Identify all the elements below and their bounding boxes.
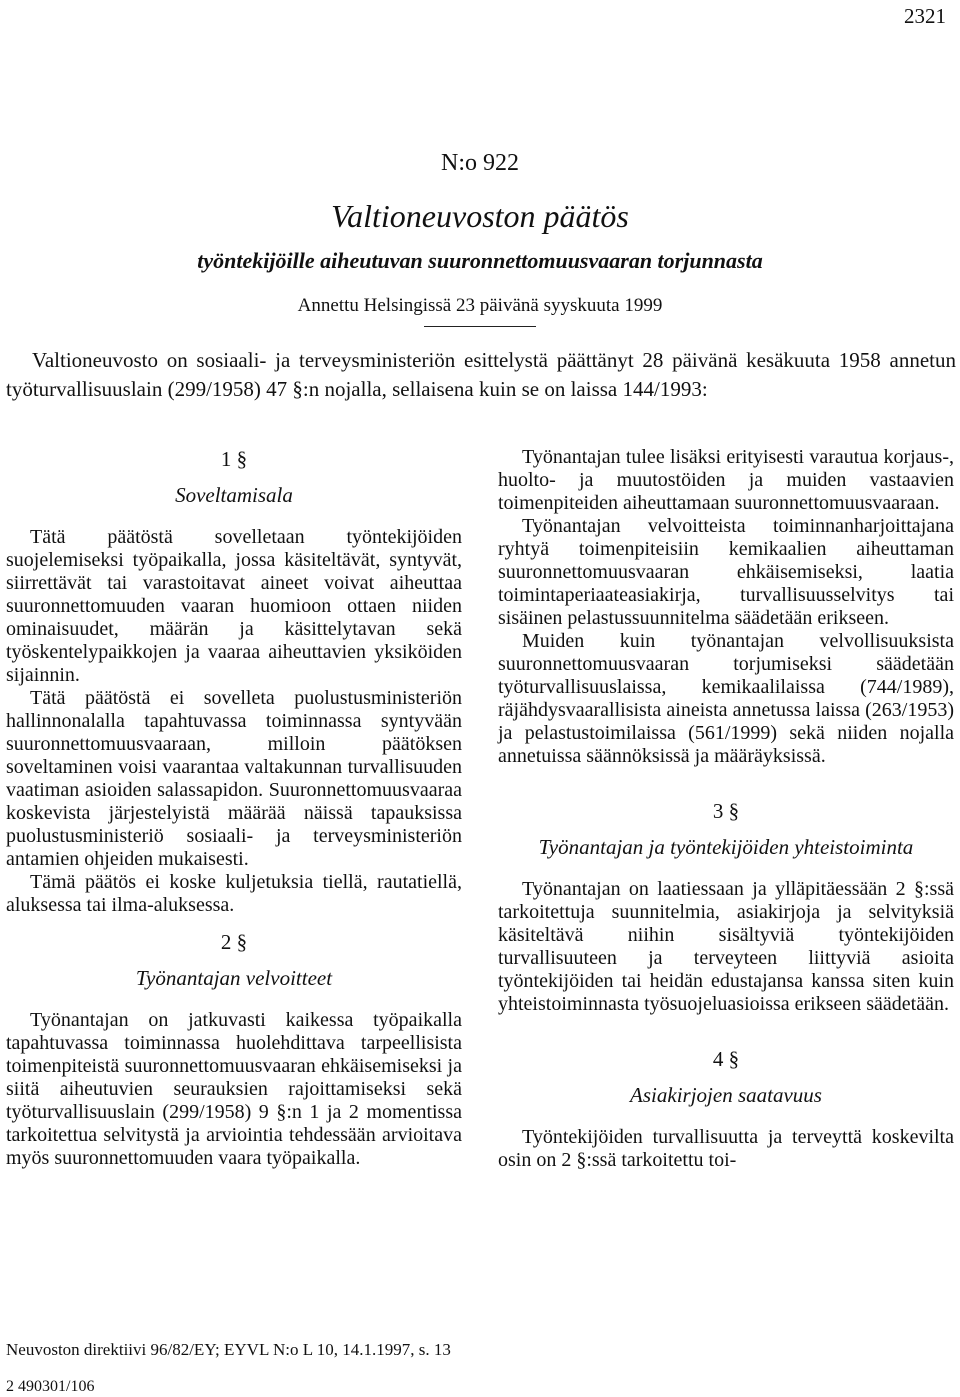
- section-2-title: Työnantajan velvoitteet: [135, 966, 333, 990]
- print-code: 2 490301/106: [6, 1378, 95, 1395]
- section-3-title: Työnantajan ja työntekijöiden yhteistoiminta: [538, 835, 914, 859]
- title-divider: [424, 326, 536, 327]
- section-2-paragraph-3: Työnantajan velvoitteista toiminnanharjoittajana ryhtyä toimenpiteisiin kemikaalien aiheuttaman suuronnettomuusvaaran ehkäisemiseksi, laatia toimintaperiaateasiakirja, turvallisuusselvitys tai sisäinen pelastussuunnitelma säädetään erikseen.: [498, 515, 954, 629]
- section-1-number: 1 §: [220, 447, 248, 471]
- issue-date: Annettu Helsingissä 23 päivänä syyskuuta 1999: [297, 295, 663, 316]
- section-1-paragraph-1: Tätä päätöstä sovelletaan työntekijöiden suojelemiseksi työpaikalla, jossa käsiteltävät, syntyvät, siirrettävät tai varastoitavat aineet voivat aiheuttaa suuronnettomuuden vaaran huomioon ottaen niiden ominaisuudet, määrän ja käsittelytavan sekä työskentelypaikkojen ja vaaraa aiheuttavien yksiköiden sijainnin.: [6, 526, 462, 686]
- section-3-number: 3 §: [712, 799, 740, 823]
- section-4-paragraph-1: Työntekijöiden turvallisuutta ja terveyttä koskevilta osin on 2 §:ssä tarkoitettu toi-: [498, 1126, 954, 1171]
- section-1-title: Soveltamisala: [175, 483, 293, 507]
- section-2-paragraph-2: Työnantajan tulee lisäksi erityisesti varautua korjaus-, huolto- ja muutostöiden ja muiden vastaavien toimenpiteiden aiheuttamaan suuronnettomuusvaaraan.: [498, 446, 954, 514]
- statute-number: N:o 922: [441, 150, 519, 176]
- document-subtitle: työntekijöille aiheutuvan suuronnettomuusvaaran torjunnasta: [197, 248, 763, 273]
- page-number: 2321: [904, 4, 946, 28]
- section-1-paragraph-3: Tämä päätös ei koske kuljetuksia tiellä, rautatiellä, aluksessa tai ilma-aluksessa.: [6, 871, 462, 916]
- section-1-paragraph-2: Tätä päätöstä ei sovelleta puolustusministeriön hallinnonalalla tapahtuvassa toiminnassa syntyvään suuronnettomuusvaaraan, milloin päätöksen soveltaminen voisi vaarantaa valtakunnan turvallisuuden vaatiman asioiden salassapidon. Suuronnettomuusvaaraa koskevista järjestelyistä määrää näissä tapauksissa puolustusministeriö sosiaali- ja terveysministeriön antamien ohjeiden mukaisesti.: [6, 687, 462, 870]
- preamble: Valtioneuvosto on sosiaali- ja terveysministeriön esittelystä päättänyt 28 päivänä kesäkuuta 1958 annetun työturvallisuuslain (299/1958) 47 §:n nojalla, sellaisena kuin se on laissa 144/1993:: [6, 348, 956, 401]
- section-4-title: Asiakirjojen saatavuus: [630, 1083, 822, 1107]
- section-2-paragraph-1: Työnantajan on jatkuvasti kaikessa työpaikalla tapahtuvassa toiminnassa huolehdittava tarpeellisista toimenpiteistä suuronnettomuusvaaran ehkäisemiseksi ja siitä aiheutuvien seurauksien rajoittamiseksi sekä työturvallisuuslain (299/1958) 9 §:n 1 ja 2 momentissa tarkoitettua selvitystä ja arviointia tehdessään arvioitava myös suuronnettomuuden vaara työpaikalla.: [6, 1009, 462, 1169]
- section-4-number: 4 §: [712, 1047, 740, 1071]
- right-column: [498, 446, 954, 1172]
- section-2-number: 2 §: [220, 930, 248, 954]
- section-2-paragraph-4: Muiden kuin työnantajan velvollisuuksista suuronnettomuusvaaran torjumiseksi säädetään työturvallisuuslaissa, kemikaalilaissa (744/1989), räjähdysvaarallisista aineista annetussa laissa (263/1953) ja pelastustoimilaissa (561/1999) sekä niiden nojalla annetuissa säännöksissä ja määräyksissä.: [498, 630, 954, 767]
- section-3-paragraph-1: Työnantajan on laatiessaan ja ylläpitäessään 2 §:ssä tarkoitettuja suunnitelmia, asiakirjoja ja selvityksiä käsiteltävä niihin sisältyviä työntekijöiden turvallisuuteen ja terveyteen liittyviä asioita työntekijöiden tai heidän edustajansa kanssa siten kuin yhteistoiminnasta työsuojeluasioissa erikseen säädetään.: [498, 878, 954, 1015]
- left-column: [6, 446, 462, 1170]
- footnote: Neuvoston direktiivi 96/82/EY; EYVL N:o L 10, 14.1.1997, s. 13: [6, 1340, 451, 1359]
- document-title: Valtioneuvoston päätös: [331, 198, 629, 234]
